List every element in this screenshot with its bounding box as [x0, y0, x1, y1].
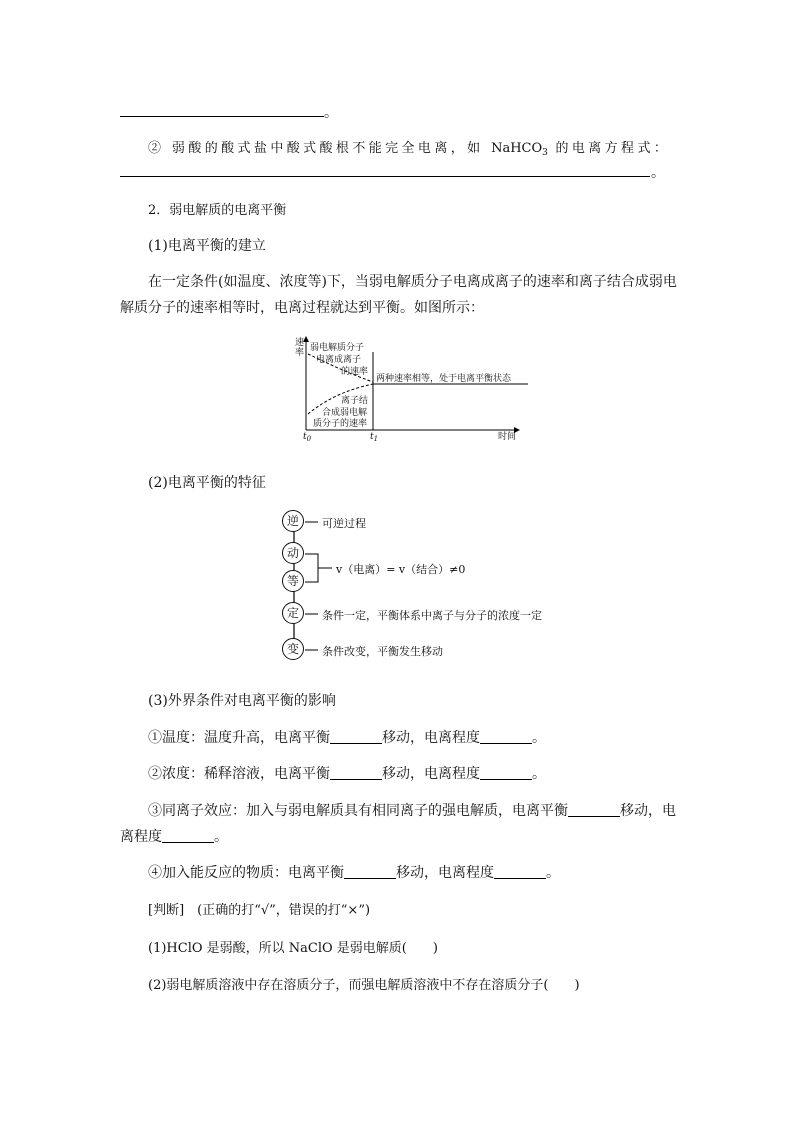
subheading-features: (2)电离平衡的特征: [148, 475, 266, 491]
y-label: 率: [295, 348, 305, 358]
feature-desc-rates-equal: v（电离）= v（结合）≠0: [336, 563, 466, 576]
feature-circle-dynamic: 动: [282, 542, 304, 564]
subheading-establish: (1)电离平衡的建立: [148, 238, 266, 254]
answer-blank[interactable]: [330, 765, 382, 780]
condition-concentration: ②浓度：稀释溶液，电离平衡 移动，电离程度 。: [148, 766, 546, 782]
answer-blank-line-1[interactable]: [120, 116, 324, 117]
answer-blank-line-2[interactable]: [120, 176, 650, 177]
answer-blank[interactable]: [330, 729, 382, 744]
period: 。: [324, 105, 338, 121]
feature-desc-fixed: 条件一定，平衡体系中离子与分子的浓度一定: [322, 609, 542, 622]
feature-circle-change: 变: [282, 638, 304, 660]
features-diagram: [280, 510, 560, 662]
y-label: 速: [295, 338, 305, 348]
x-label: 时间: [498, 432, 517, 442]
condition-common-ion-cont: 离程度 。: [120, 829, 228, 845]
feature-circle-fixed: 定: [282, 602, 304, 624]
answer-blank[interactable]: [344, 864, 396, 879]
judge-question-2: (2)弱电解质溶液中存在溶质分子，而强电解质溶液中不存在溶质分子( ): [148, 978, 580, 993]
lower-curve-label: 合成弱电解: [322, 408, 368, 418]
paragraph-line-2: 解质分子的速率相等时，电离过程就达到平衡。如图所示：: [120, 300, 484, 316]
lower-curve-label: 质分子的速率: [313, 419, 368, 429]
feature-circle-equal: 等: [282, 570, 304, 592]
feature-desc-reversible: 可逆过程: [322, 517, 366, 530]
condition-common-ion: ③同离子效应：加入与弱电解质具有相同离子的强电解质，电离平衡 移动，电: [148, 803, 676, 819]
answer-blank[interactable]: [480, 765, 532, 780]
upper-curve-label: 的速率: [341, 367, 369, 377]
subheading-conditions: (3)外界条件对电离平衡的影响: [148, 693, 336, 709]
rate-time-graph: [290, 334, 530, 446]
answer-blank[interactable]: [568, 802, 620, 817]
lower-curve-label: 离子结: [341, 396, 369, 406]
formula-nahco3: NaHCO$_3$: [491, 141, 548, 158]
upper-curve-label: 弱电解质分子: [310, 343, 365, 353]
feature-circle-reversible: 逆: [282, 510, 304, 532]
answer-blank[interactable]: [494, 864, 546, 879]
condition-reactive-substance: ④加入能反应的物质：电离平衡 移动，电离程度 。: [148, 865, 560, 881]
item-acid-salt: ② 弱酸的酸式盐中酸式酸根不能完全电离，如 NaHCO$_3$ 的电离方程式：: [148, 141, 671, 158]
answer-blank[interactable]: [480, 729, 532, 744]
judge-heading: [判断] (正确的打“√”，错误的打“×”): [148, 903, 371, 918]
upper-curve-label: 电离成离子: [316, 355, 362, 365]
period: 。: [651, 165, 665, 181]
condition-temperature: ①温度：温度升高，电离平衡 移动，电离程度 。: [148, 730, 546, 746]
t1-label: $t_1$: [370, 432, 379, 443]
features-connectors: [280, 510, 560, 662]
equilibrium-label: 两种速率相等，处于电离平衡状态: [376, 374, 512, 384]
feature-desc-change: 条件改变，平衡发生移动: [322, 645, 443, 658]
judge-question-1: (1)HClO 是弱酸，所以 NaClO 是弱电解质( ): [148, 941, 438, 956]
t0-label: $t_0$: [303, 432, 312, 443]
section-heading: 2．弱电解质的电离平衡: [148, 203, 287, 218]
answer-blank[interactable]: [162, 828, 214, 843]
paragraph-line-1: 在一定条件(如温度、浓度等)下，当弱电解质分子电离成离子的速率和离子结合成弱电: [148, 274, 677, 290]
